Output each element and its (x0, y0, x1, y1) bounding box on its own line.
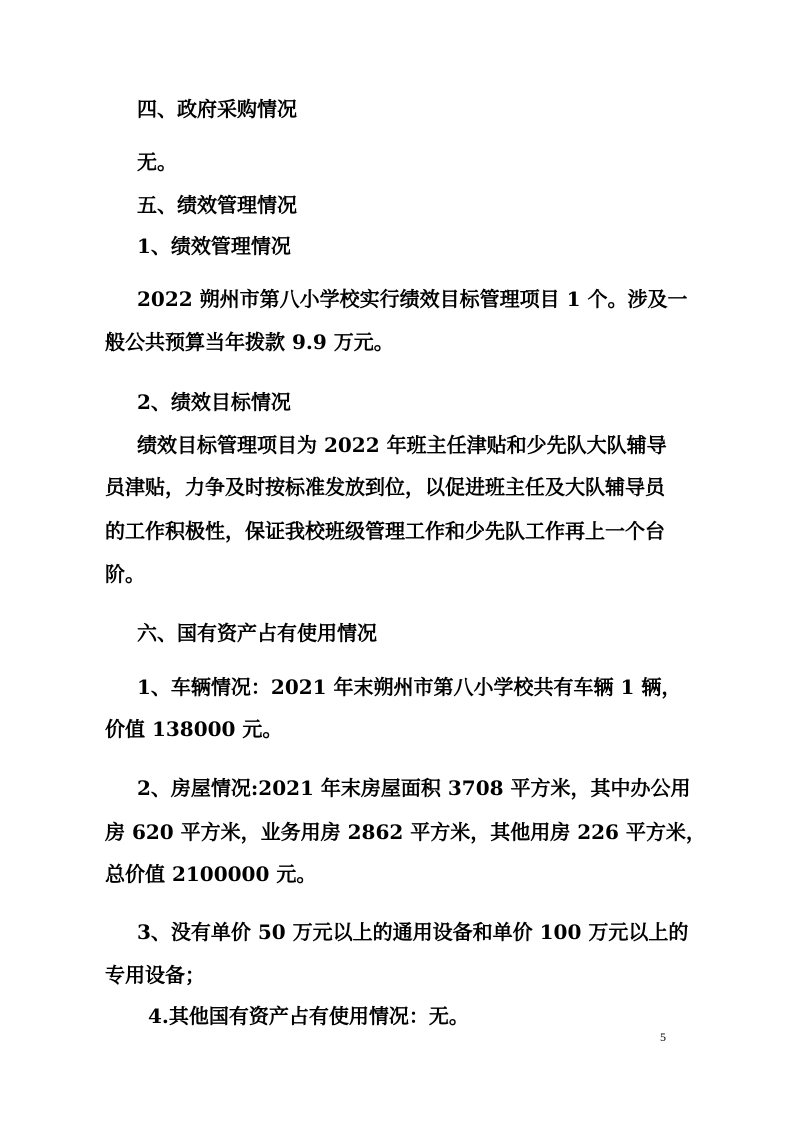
paragraph-line: 的工作积极性，保证我校班级管理工作和少先队工作再上一个台 (105, 519, 665, 543)
paragraph-line: 4.其他国有资产占有使用情况：无。 (148, 1004, 469, 1028)
section-5-heading: 五、绩效管理情况 (137, 193, 297, 217)
paragraph-line: 总价值 2100000 元。 (105, 862, 317, 886)
paragraph-line: 2、房屋情况:2021 年末房屋面积 3708 平方米，其中办公用 (137, 776, 691, 800)
paragraph-line: 2022 朔州市第八小学校实行绩效目标管理项目 1 个。涉及一 (137, 287, 688, 311)
paragraph-line: 房 620 平方米，业务用房 2862 平方米，其他用房 226 平方米， (105, 820, 706, 844)
paragraph-line: 般公共预算当年拨款 9.9 万元。 (105, 330, 394, 354)
paragraph-line: 绩效目标管理项目为 2022 年班主任津贴和少先队大队辅导 (137, 433, 667, 457)
paragraph-line: 价值 138000 元。 (105, 717, 283, 741)
section-5-sub2-heading: 2、绩效目标情况 (137, 390, 291, 414)
paragraph-line: 阶。 (105, 562, 145, 586)
paragraph-line: 1、车辆情况：2021 年末朔州市第八小学校共有车辆 1 辆， (137, 675, 682, 699)
section-5-sub1-heading: 1、绩效管理情况 (137, 234, 291, 258)
section-6-heading: 六、国有资产占有使用情况 (137, 621, 377, 645)
paragraph-line: 员津贴，力争及时按标准发放到位，以促进班主任及大队辅导员 (105, 475, 665, 499)
paragraph-line: 专用设备； (105, 963, 205, 987)
paragraph-line: 3、没有单价 50 万元以上的通用设备和单价 100 万元以上的 (137, 920, 689, 944)
section-4-body: 无。 (137, 150, 177, 174)
page-number: 5 (660, 1030, 666, 1044)
section-4-heading: 四、政府采购情况 (137, 97, 297, 121)
